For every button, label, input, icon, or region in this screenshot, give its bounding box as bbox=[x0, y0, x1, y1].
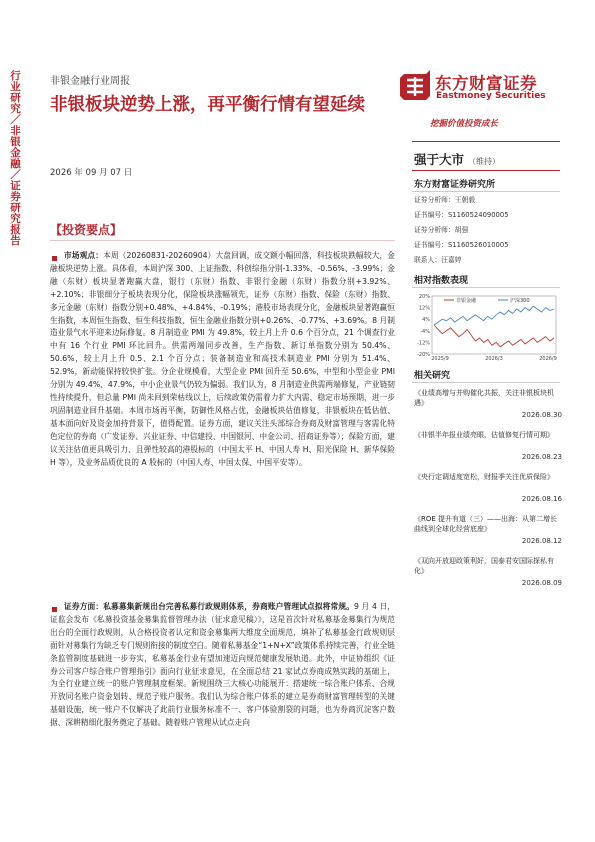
rating-note: （维持） bbox=[468, 157, 501, 166]
related-report-title[interactable]: 《央行定调适度宽松，财报季关注优质保险》 bbox=[414, 473, 554, 481]
rating-label: 强于大市 bbox=[414, 152, 465, 167]
y-tick-label: 20% bbox=[418, 294, 430, 300]
divider bbox=[412, 141, 560, 142]
paragraph-text: 9 月 4 日，证监会发布《私募投资基金募集监督管理办法（征求意见稿）》，这是首次针对私募基金募集行为规范出台的全面行政规则，从合格投资者认定和资金募集两大维度全面规范，填补了私募基金行政规则层面针对募集行为缺乏专门规则衔接的制度空白。随着私募基金“1+N+X”政策体系持续完善，行业全链条监管制度基础进一步夯实，私募基金行业有望加速迈向规范健康发展轨道。此外，中证协组织《证券公司客户综合账户管理指引》面向行业征求意见，在全面总结 21 家试点券商成熟实践的基础上，为全行业建立统一的账户管理制度框架。新规围绕三大核心功能展开：搭建统一综合账户体系、合规开放同名账户资金划转、规范子账户服务。我们认为综合账户体系的建立是券商财富管理转型的关键基础设施，统一账户不仅解决了此前行业服务标准不一、客户体验割裂的问题，也为券商沉淀客户数据、深耕精细化服务奠定了基础。随着账户管理从试点走向 bbox=[50, 602, 395, 728]
paragraph-lead: 证券方面：私募募集新规出台完善私募行政规则体系，券商账户管理试点拟将常规。 bbox=[64, 602, 355, 611]
related-report-title[interactable]: 《双向开放迎政策利好，国泰君安国际探私有化》 bbox=[414, 557, 554, 575]
related-report-date: 2026.08.12 bbox=[521, 537, 562, 545]
divider bbox=[412, 382, 560, 383]
paragraph-lead: 市场观点： bbox=[64, 251, 104, 260]
x-tick-label: 2025/9 bbox=[431, 356, 449, 362]
series-line bbox=[434, 306, 554, 325]
paragraph-market bbox=[50, 250, 395, 469]
y-tick-label: -12% bbox=[417, 340, 430, 347]
rating bbox=[414, 150, 500, 168]
paragraph-text: 本周（20260831-20260904）大盘回调，成交额小幅回落，科技板块跌幅较大，金融板块逆势上涨。具体看，本周沪深 300、上证指数、科创综指分别-1.33%、-0.56%、-3.99%；金融（东财）板块显著跑赢大盘，银行（东财）指数、非银行金融（东财）指数分别+3.92%、+2.10%；非银细分子板块表现分化，保险板块涨幅领先，证券（东财）指数、保险（东财）指数、多元金融（东财）指数分别+0.48%、+4.84%、-0.19%；港股市场表现分化，金融板块显著跑赢恒生指数，本周恒生指数、恒生科技指数、恒生金融业指数分别+0.26%、-0.77%、+3.69%。8 月制造业景气水平迎来边际修复。8 月制造业 PMI 为 49.8%，较上月上升 0.6 个百分点，21 个调查行业中有 16 个行业 PMI 环比回升。供需两端同步改善，生产指数、新订单指数分别为 50.4%、50.6%，较上月上升 0.5、2.1 个百分点；装备制造业和高技术制造业 PMI 分别为 51.4%、52.9%，新动能保持较快扩张。分企业规模看，大型企业 PMI 回升至 50.6%，中型和小型企业 PMI 分别为 49.4%、47.9%，中小企业景气仍较为偏弱。我们认为，8 月制造业供需两端修复，产业链韧性持续提升，但总量 PMI 尚未回到荣枯线以上，后续政策仍需着力扩大内需、稳定市场预期，进一步巩固制造业回升基础。本周市场再平衡，防御性风格占优，金融板块估值修复，非银板块在低估值、基本面向好及资金加持背景下，值得配置。证券方面，建议关注头部综合券商及财富管理与客需化特色定位的券商（广发证券、兴业证券、中信建投、中国银河、中金公司、招商证券等）；保险方面，建议关注估值更具吸引力、且弹性较高的港股标的（中国太平 H、中国人寿 H、阳光保险 H、新华保险 H 等），及业务品质优良的 A 股标的（中国人寿、中国太保、中国平安等）。 bbox=[50, 251, 395, 467]
x-tick-label: 2026/9 bbox=[539, 356, 557, 362]
y-tick-label: -20% bbox=[417, 352, 430, 358]
related-report-date: 2026.08.23 bbox=[521, 453, 562, 461]
plot-frame bbox=[432, 296, 556, 354]
related-report-title[interactable]: 《业绩高增与并购催化共振，关注非银板块机遇》 bbox=[414, 389, 554, 407]
report-date: 2026 年 09 月 07 日 bbox=[50, 168, 133, 178]
brand-name: 东方财富证券 bbox=[435, 74, 537, 93]
analyst-line: 联系人：汪嘉婷 bbox=[414, 256, 462, 264]
y-tick-label: -4% bbox=[420, 328, 430, 335]
x-tick-label: 2026/3 bbox=[485, 356, 503, 362]
legend-label: 沪深300 bbox=[510, 298, 530, 304]
page-title: 非银板块逆势上涨，再平衡行情有望延续 bbox=[50, 95, 365, 115]
paragraph-securities bbox=[50, 601, 395, 730]
relative-index-chart bbox=[414, 290, 562, 362]
related-report-title[interactable]: 《非银半年报业绩亮眼，估值修复行情可期》 bbox=[414, 431, 554, 439]
related-report-date: 2026.08.16 bbox=[521, 495, 562, 503]
institute-name: 东方财富证券研究所 bbox=[414, 180, 496, 190]
divider bbox=[412, 191, 560, 192]
related-section-title: 相关研究 bbox=[414, 371, 451, 381]
analyst-line: 证书编号：S1160526010005 bbox=[414, 241, 509, 249]
section-title: 【投资要点】 bbox=[50, 223, 123, 237]
y-tick-label: 12% bbox=[418, 305, 430, 312]
analyst-line: 证券分析师：王朝毅 bbox=[414, 196, 476, 204]
brand-slogan: 挖掘价值投资成长 bbox=[430, 119, 499, 129]
report-type: 非银金融行业周报 bbox=[50, 76, 130, 87]
side-category-label: 行业研究／非银金融／证券研究报告 bbox=[9, 70, 21, 246]
series-line bbox=[434, 325, 554, 347]
brand-name-en: Eastmoney Securities bbox=[436, 91, 546, 101]
divider bbox=[412, 287, 560, 288]
divider bbox=[412, 170, 560, 171]
y-tick-label: 4% bbox=[422, 317, 430, 324]
legend-label: 非银金融 bbox=[456, 298, 477, 304]
analyst-line: 证券分析师：胡强 bbox=[414, 226, 469, 234]
index-section-title: 相对指数表现 bbox=[414, 276, 469, 286]
related-report-title[interactable]: 《ROE 提升有道（三）——出海：从第二增长曲线到全球化经营底座》 bbox=[414, 515, 558, 533]
related-report-date: 2026.08.30 bbox=[521, 411, 562, 419]
related-report-date: 2026.08.09 bbox=[521, 579, 562, 587]
divider bbox=[50, 240, 395, 241]
analyst-line: 证书编号：S1160524090005 bbox=[414, 211, 509, 219]
